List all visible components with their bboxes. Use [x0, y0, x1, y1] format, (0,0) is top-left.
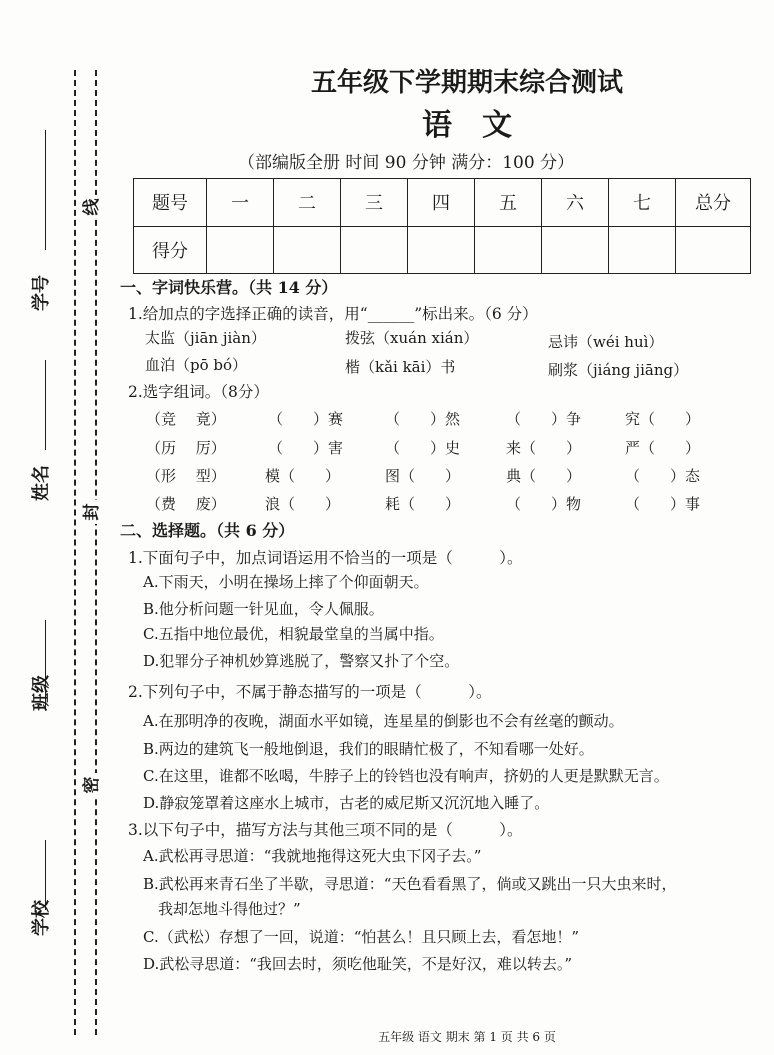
section1-heading: 一、字词快乐营。（共 14 分）: [120, 278, 338, 297]
word-blank[interactable]: （ ）赛: [268, 410, 344, 428]
score-table: [133, 178, 751, 274]
choice-option[interactable]: D.犯罪分子神机妙算逃脱了，警察又扑了个空。: [143, 652, 460, 670]
word-choice-pair: （形 型）: [146, 467, 226, 485]
choice-option[interactable]: C.在这里，谁都不吆喝，牛脖子上的铃铛也没有响声，挤奶的人更是默默无言。: [143, 767, 669, 785]
page-footer: 五年级 语文 期末 第 1 页 共 6 页: [378, 1030, 556, 1044]
class-label: 班级: [31, 675, 52, 711]
word-blank[interactable]: （ ）争: [506, 410, 582, 428]
score-header-cell: 四: [408, 179, 475, 227]
score-input-cell[interactable]: [274, 226, 341, 274]
school-label: 学校: [31, 900, 52, 936]
choice-option[interactable]: A.下雨天，小明在操场上摔了个仰面朝天。: [143, 573, 429, 591]
word-blank[interactable]: 模（ ）: [265, 467, 341, 485]
score-table-header-row: [134, 179, 751, 227]
name-label: 姓名: [31, 465, 52, 501]
score-header-cell: 七: [609, 179, 676, 227]
score-row-label: 得分: [134, 226, 207, 274]
exam-info: （部编版全册 时间 90 分钟 满分：100 分）: [238, 153, 575, 173]
section1-q1-prompt: 1.给加点的字选择正确的读音，用“______”标出来。（6 分）: [128, 305, 538, 323]
word-blank[interactable]: 典（ ）: [506, 467, 582, 485]
score-table-score-row: [134, 226, 751, 274]
word-blank[interactable]: 究（ ）: [625, 410, 701, 428]
word-blank[interactable]: 耗（ ）: [385, 495, 461, 513]
score-input-cell[interactable]: [676, 226, 751, 274]
section1-q2-prompt: 2.选字组词。（8分）: [128, 383, 269, 401]
pinyin-item[interactable]: 忌讳（wéi huì）: [548, 333, 664, 351]
score-header-cell: 二: [274, 179, 341, 227]
pinyin-item[interactable]: 楷（kǎi kāi）书: [345, 358, 456, 376]
choice-option[interactable]: A.武松再寻思道：“我就地拖得这死大虫下冈子去。”: [143, 847, 482, 865]
word-blank[interactable]: （ ）事: [625, 495, 701, 513]
word-blank[interactable]: （ ）然: [385, 410, 461, 428]
choice-option[interactable]: B.武松再来青石坐了半歇，寻思道：“天色看看黑了，倘或又跳出一只大虫来时，: [143, 875, 677, 893]
score-input-cell[interactable]: [207, 226, 274, 274]
pinyin-item[interactable]: 血泊（pō bó）: [145, 356, 248, 374]
score-header-cell: 五: [475, 179, 542, 227]
choice-option[interactable]: A.在那明净的夜晚，湖面水平如镜，连星星的倒影也不会有丝毫的颤动。: [143, 712, 624, 730]
id-field-line: [45, 130, 46, 250]
id-label: 学号: [31, 275, 52, 311]
word-blank[interactable]: （ ）态: [625, 467, 701, 485]
word-choice-pair: （费 废）: [146, 495, 226, 513]
exam-subject: 语 文: [422, 108, 512, 143]
score-header-cell: 一: [207, 179, 274, 227]
section2-q1-prompt: 1.下面句子中，加点词语运用不恰当的一项是（ ）。: [128, 549, 523, 567]
choice-option[interactable]: B.他分析问题一针见血，令人佩服。: [143, 600, 384, 618]
section2-heading: 二、选择题。（共 6 分）: [120, 521, 295, 540]
choice-option[interactable]: D.武松寻思道：“我回去时，须吃他耻笑，不是好汉，难以转去。”: [143, 955, 573, 973]
word-blank[interactable]: （ ）史: [385, 439, 461, 457]
word-choice-pair: （历 厉）: [146, 439, 226, 457]
score-header-cell: 总分: [676, 179, 751, 227]
choice-option-continuation: 我却怎地斗得他过？”: [143, 900, 301, 918]
word-blank[interactable]: 来（ ）: [506, 439, 582, 457]
word-blank[interactable]: 严（ ）: [625, 439, 701, 457]
score-header-cell: 题号: [134, 179, 207, 227]
cut-mark-feng: 封: [80, 500, 104, 524]
word-choice-pair: （竞 竟）: [146, 410, 226, 428]
score-header-cell: 三: [341, 179, 408, 227]
pinyin-item[interactable]: 太监（jiān jiàn）: [145, 329, 266, 347]
choice-option[interactable]: D.静寂笼罩着这座水上城市，古老的威尼斯又沉沉地入睡了。: [143, 794, 550, 812]
word-blank[interactable]: （ ）物: [506, 495, 582, 513]
binding-dashed-line-outer: [74, 70, 76, 1035]
score-input-cell[interactable]: [408, 226, 475, 274]
choice-option[interactable]: C.五指中地位最优，相貌最堂皇的当属中指。: [143, 625, 444, 643]
cut-mark-xian: 线: [80, 195, 104, 219]
score-input-cell[interactable]: [542, 226, 609, 274]
word-blank[interactable]: 浪（ ）: [265, 495, 341, 513]
score-input-cell[interactable]: [341, 226, 408, 274]
cut-mark-mi: 密: [80, 773, 104, 797]
pinyin-item[interactable]: 拨弦（xuán xián）: [345, 329, 479, 347]
pinyin-item[interactable]: 刷浆（jiáng jiāng）: [548, 361, 689, 379]
word-blank[interactable]: （ ）害: [268, 439, 344, 457]
word-blank[interactable]: 图（ ）: [385, 467, 461, 485]
score-input-cell[interactable]: [475, 226, 542, 274]
section2-q3-prompt: 3.以下句子中，描写方法与其他三项不同的是（ ）。: [128, 821, 523, 839]
name-field-line: [45, 360, 46, 450]
section2-q2-prompt: 2.下列句子中，不属于静态描写的一项是（ ）。: [128, 683, 492, 701]
exam-title: 五年级下学期期末综合测试: [310, 68, 623, 98]
choice-option[interactable]: C.（武松）存想了一回，说道：“怕甚么！且只顾上去，看怎地！”: [143, 928, 580, 946]
choice-option[interactable]: B.两边的建筑飞一般地倒退，我们的眼睛忙极了，不知看哪一处好。: [143, 740, 594, 758]
score-header-cell: 六: [542, 179, 609, 227]
score-input-cell[interactable]: [609, 226, 676, 274]
